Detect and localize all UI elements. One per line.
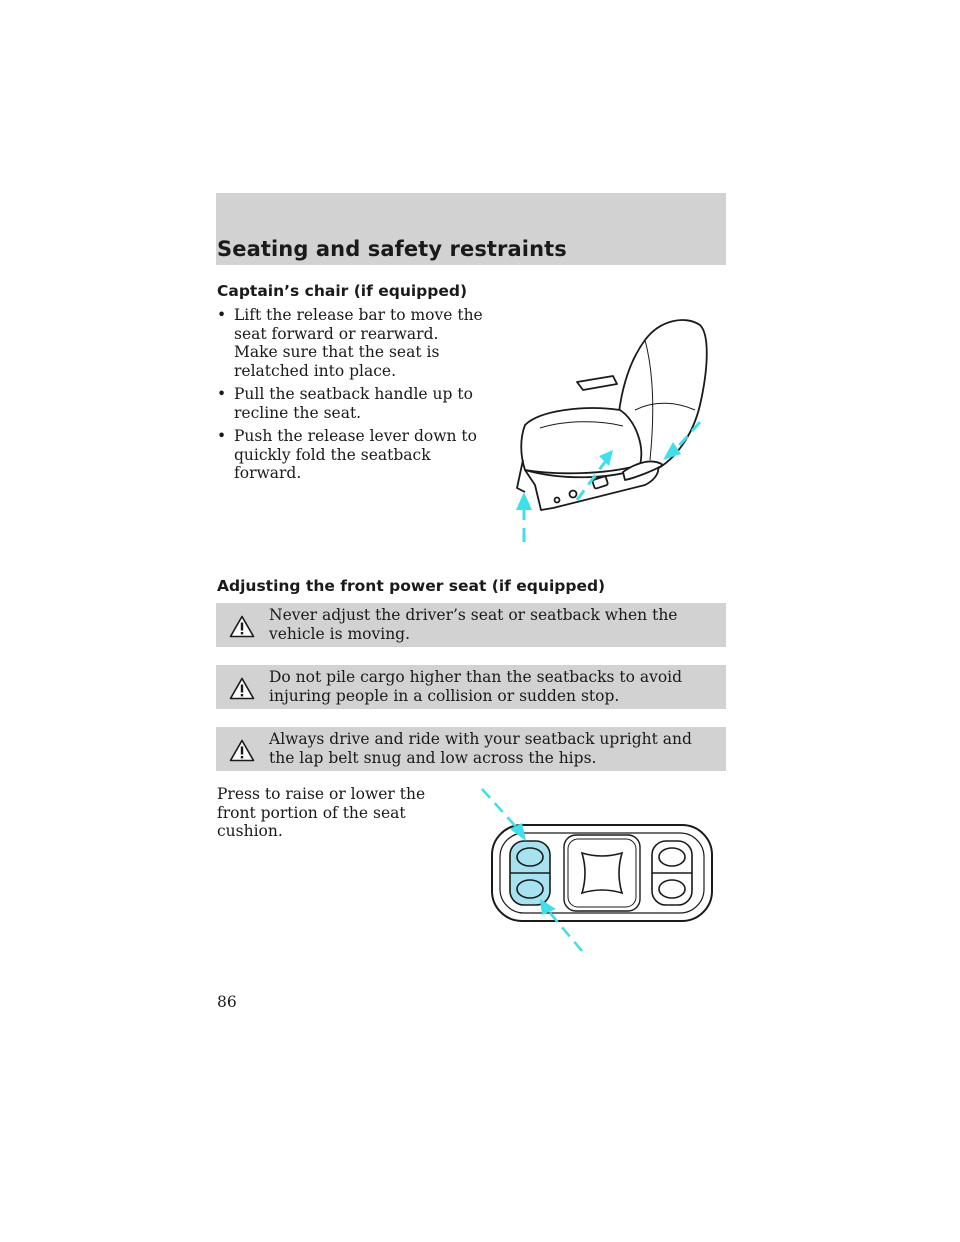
section-heading-power-seat: Adjusting the front power seat (if equipped) [217, 577, 606, 595]
power-seat-control-illustration [478, 785, 718, 955]
warning-box [216, 603, 726, 647]
warning-text: Always drive and ride with your seatback upright and the lap belt snug and low across the hips. [269, 730, 692, 767]
warning-triangle-icon [229, 739, 255, 762]
bullet-glyph: • [217, 306, 227, 324]
warning-text: Do not pile cargo higher than the seatbacks to avoid injuring people in a collision or sudden stop. [269, 668, 683, 705]
list-item [217, 427, 487, 483]
captains-chair-illustration [505, 310, 720, 555]
warning-triangle-icon [229, 615, 255, 638]
bullet-glyph: • [217, 385, 227, 403]
warning-triangle-icon [229, 677, 255, 700]
list-item [217, 385, 487, 422]
list-item-text: Push the release lever down to quickly fold the seatback forward. [234, 427, 477, 482]
page-title: Seating and safety restraints [217, 237, 567, 261]
section-heading-captains-chair: Captain’s chair (if equipped) [217, 282, 468, 300]
list-item [217, 306, 487, 380]
list-item-text: Lift the release bar to move the seat forward or rearward. Make sure that the seat is relatched into place. [234, 306, 483, 380]
captains-chair-list [217, 306, 487, 488]
warning-box [216, 727, 726, 771]
warning-box [216, 665, 726, 709]
warning-text: Never adjust the driver’s seat or seatback when the vehicle is moving. [269, 606, 678, 643]
instruction-text: Press to raise or lower the front portion of the seat cushion. [217, 785, 426, 840]
list-item-text: Pull the seatback handle up to recline the seat. [234, 385, 473, 422]
bullet-glyph: • [217, 427, 227, 445]
page-number: 86 [217, 993, 237, 1011]
